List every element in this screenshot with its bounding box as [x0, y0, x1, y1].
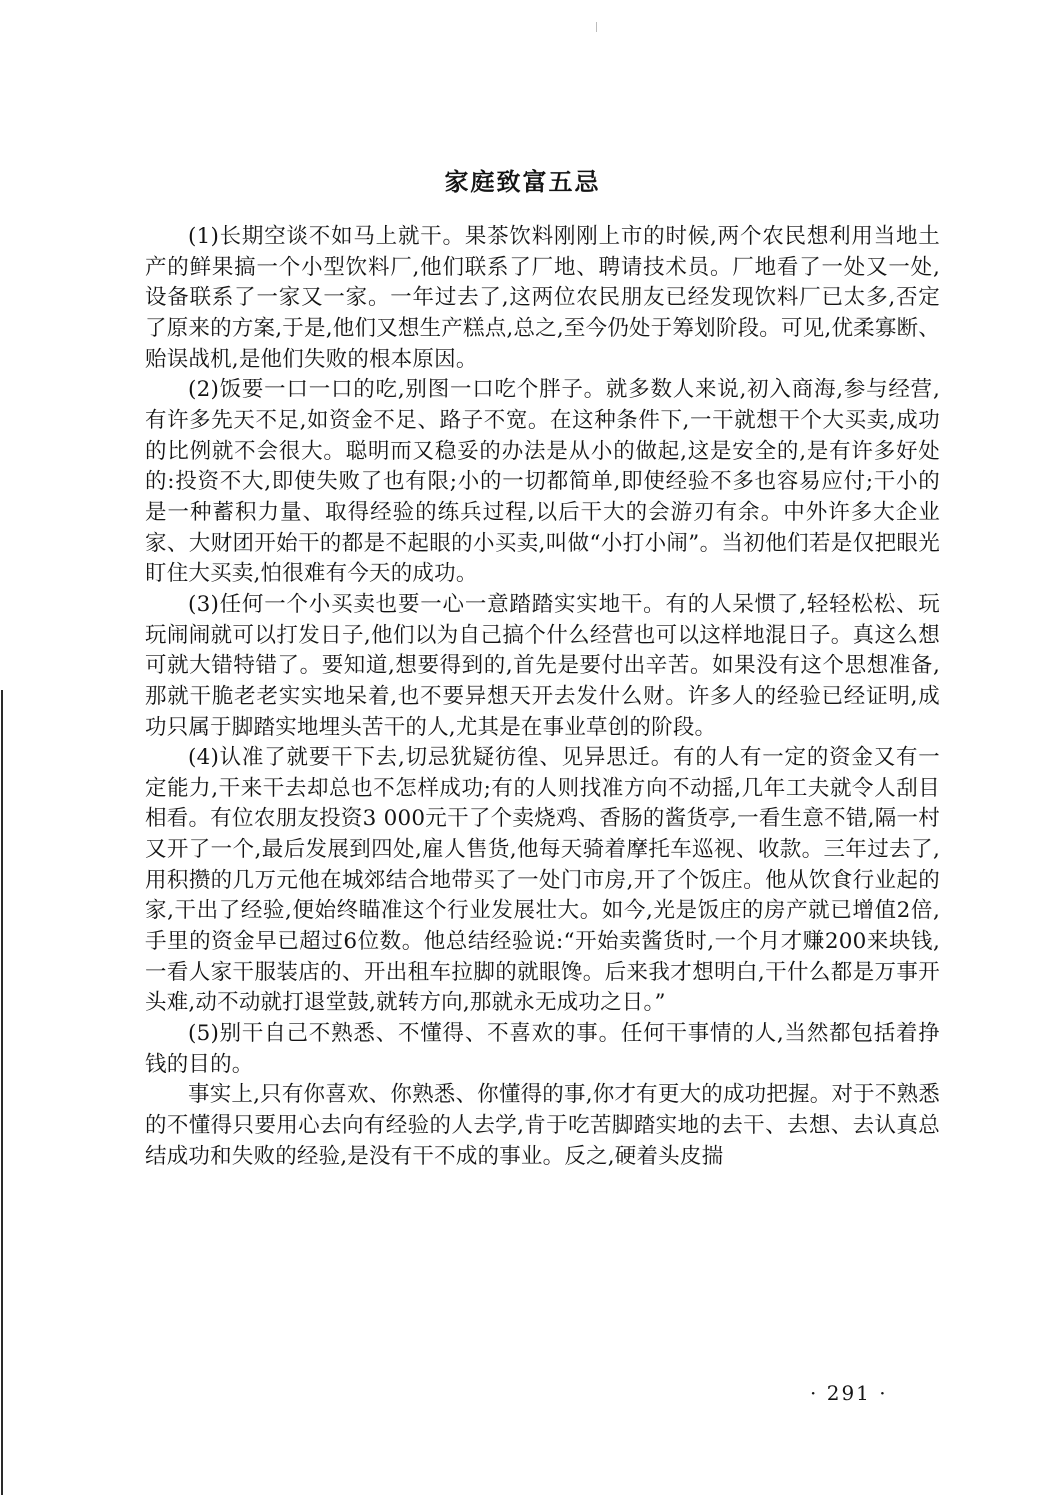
scan-edge-line — [1, 690, 3, 1495]
paragraph-5: (5)别干自己不熟悉、不懂得、不喜欢的事。任何干事情的人,当然都包括着挣钱的目的。 — [145, 1021, 940, 1077]
scan-mark — [596, 22, 597, 32]
body-text — [145, 222, 940, 1172]
paragraph-2: (2)饭要一口一口的吃,别图一口吃个胖子。就多数人来说,初入商海,参与经营,有许多先天不足,如资金不足、路子不宽。在这种条件下,一干就想干个大买卖,成功的比例就不会很大。聪明而又稳妥的办法是从小的做起,这是安全的,是有许多好处的:投资不大,即使失败了也有限;小的一切都简单,即使经验不多也容易应付;干小的是一种蓄积力量、取得经验的练兵过程,以后干大的会游刃有余。中外许多大企业家、大财团开始干的都是不起眼的小买卖,叫做“小打小闹”。当初他们若是仅把眼光盯住大买卖,怕很难有今天的成功。 — [145, 377, 940, 587]
paragraph-1: (1)长期空谈不如马上就干。果茶饮料刚刚上市的时候,两个农民想利用当地土产的鲜果搞一个小型饮料厂,他们联系了厂地、聘请技术员。厂地看了一处又一处,设备联系了一家又一家。一年过去了,这两位农民朋友已经发现饮料厂已太多,否定了原来的方案,于是,他们又想生产糕点,总之,至今仍处于筹划阶段。可见,优柔寡断、贻误战机,是他们失败的根本原因。 — [145, 224, 940, 372]
paragraph-6: 事实上,只有你喜欢、你熟悉、你懂得的事,你才有更大的成功把握。对于不熟悉的不懂得只要用心去向有经验的人去学,肯于吃苦脚踏实地的去干、去想、去认真总结成功和失败的经验,是没有干不成的事业。反之,硬着头皮揣 — [145, 1082, 940, 1169]
paragraph-3: (3)任何一个小买卖也要一心一意踏踏实实地干。有的人呆惯了,轻轻松松、玩玩闹闹就可以打发日子,他们以为自己搞个什么经营也可以这样地混日子。真这么想可就大错特错了。要知道,想要得到的,首先是要付出辛苦。如果没有这个思想准备,那就干脆老老实实地呆着,也不要异想天开去发什么财。许多人的经验已经证明,成功只属于脚踏实地埋头苦干的人,尤其是在事业草创的阶段。 — [145, 591, 940, 740]
paragraph-4: (4)认准了就要干下去,切忌犹疑彷徨、见异思迁。有的人有一定的资金又有一定能力,干来干去却总也不怎样成功;有的人则找准方向不动摇,几年工夫就令人刮目相看。有位农朋友投资3 000元干了个卖烧鸡、香肠的酱货亭,一看生意不错,隔一村又开了一个,最后发展到四处,雇人售货,他每天骑着摩托车巡视、收款。三年过去了,用积攒的几万元他在城郊结合地带买了一处门市房,开了个饭庄。他从饮食行业起的家,干出了经验,便始终瞄准这个行业发展壮大。如今,光是饭庄的房产就已增值2倍,手里的资金早已超过6位数。他总结经验说:“开始卖酱货时,一个月才赚200来块钱,一看人家干服装店的、开出租车拉脚的就眼馋。后来我才想明白,干什么都是万事开头难,动不动就打退堂鼓,就转方向,那就永无成功之日。” — [145, 745, 940, 1016]
page-number: · 291 · — [810, 1381, 888, 1405]
page-title: 家庭致富五忌 — [444, 168, 601, 196]
